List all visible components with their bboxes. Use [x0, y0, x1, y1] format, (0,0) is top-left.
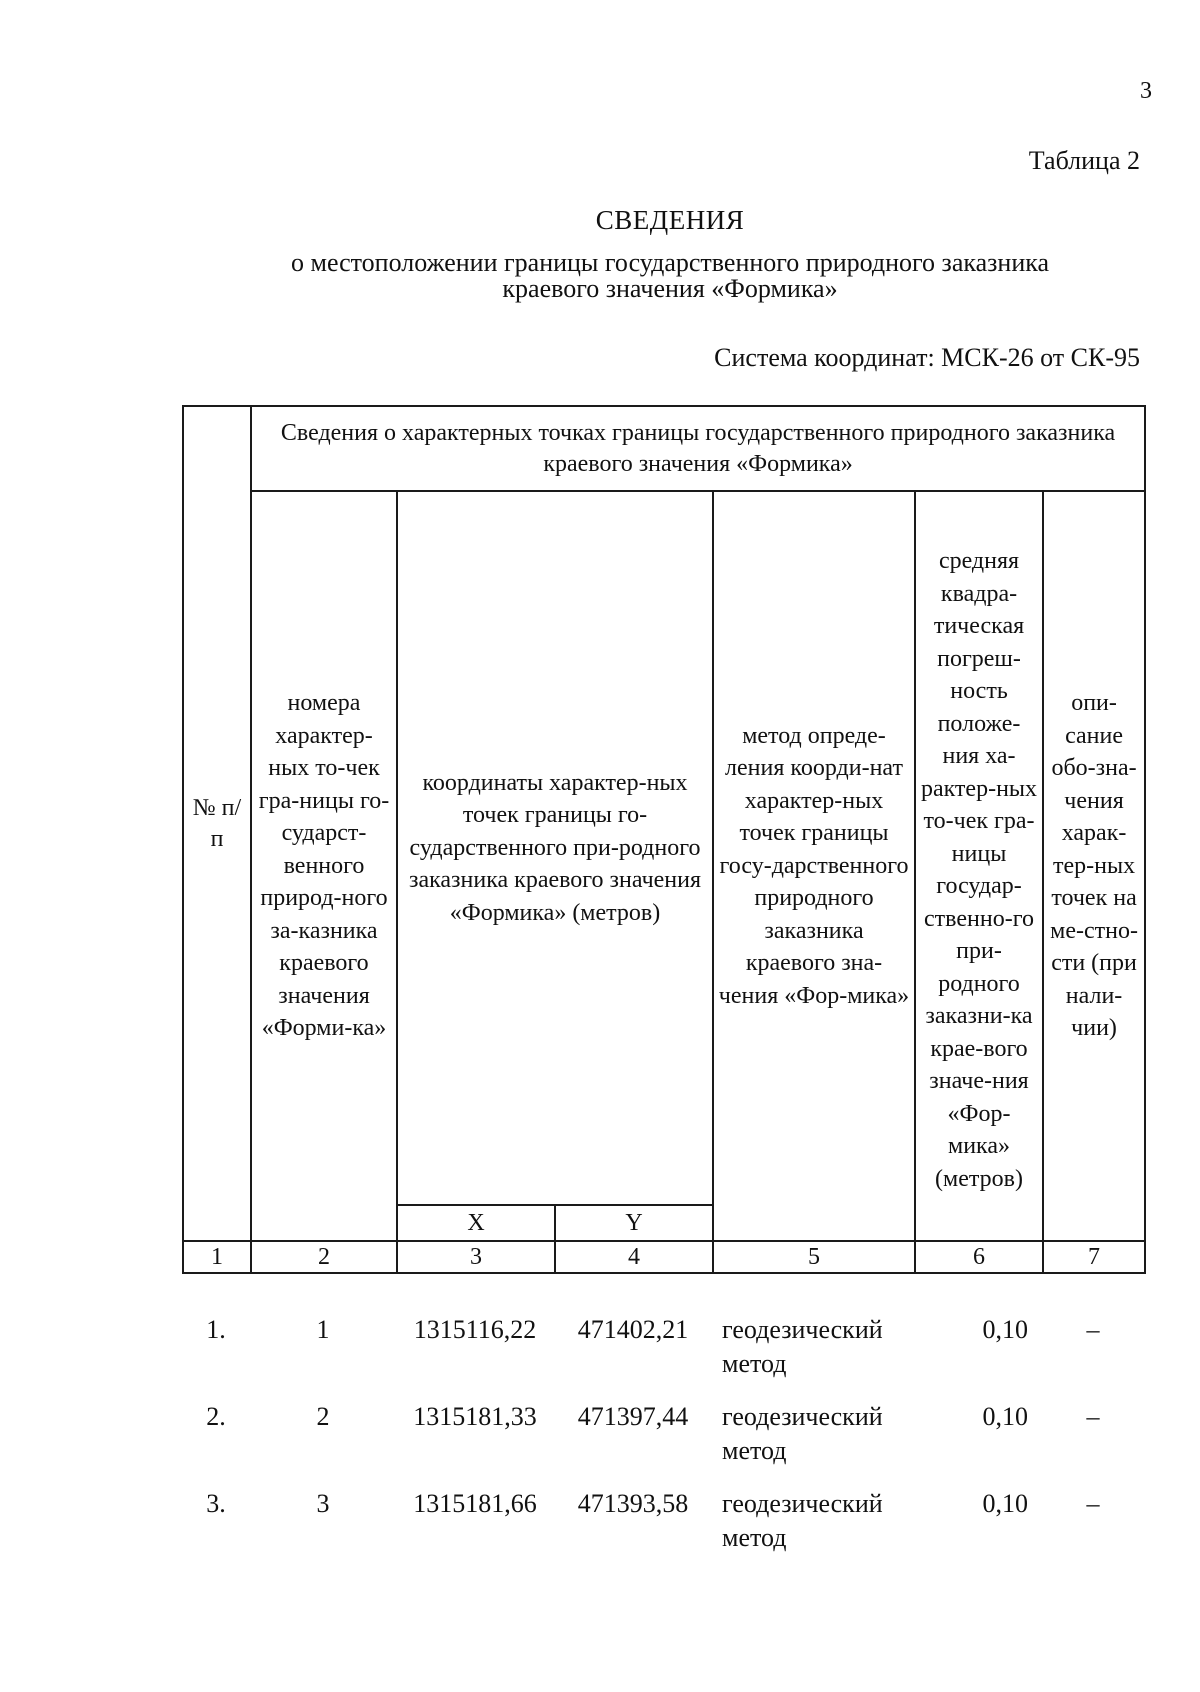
row-number: 3.: [206, 1489, 226, 1518]
x-coordinate: 1315116,22: [413, 1315, 537, 1344]
point-number: 1: [316, 1315, 330, 1344]
header-col2: [251, 491, 397, 1241]
header-group-text: Сведения о характерных точках границы государственного природного заказника краевого значения «Формика»: [280, 419, 1116, 477]
document-title: СВЕДЕНИЯ: [595, 205, 745, 235]
method: геодезический метод: [722, 1402, 883, 1465]
x-coordinate: 1315181,33: [413, 1402, 537, 1431]
y-coordinate: 471397,44: [577, 1402, 689, 1431]
table-label: Таблица 2: [1028, 146, 1140, 175]
row-number: 1.: [206, 1315, 226, 1344]
table-row: [182, 1313, 1144, 1400]
subtitle-line-2: краевого значения «Формика»: [502, 274, 838, 303]
document-subtitle: [150, 250, 1190, 302]
header-col7-text: опи-сание обо-зна-чения харак-тер-ных точек на ме-стно-сти (при нали-чии): [1050, 690, 1138, 1042]
header-row-group: [183, 406, 1145, 491]
header-col34: [397, 491, 713, 1205]
point-number: 3: [316, 1489, 330, 1518]
header-col2-text: номера характер-ных то-чек гра-ницы го-сударст-венного природ-ного за-казника краевого значения «Форми-ка»: [258, 690, 390, 1042]
header-col34-text: координаты характер-ных точек границы го-сударственного при-родного заказника краевого значения «Формика» (метров): [408, 769, 702, 926]
header-row-numbers: [183, 1241, 1145, 1273]
error-value: 0,10: [982, 1402, 1028, 1431]
description: –: [1086, 1315, 1100, 1344]
page-number: 3: [1140, 78, 1152, 104]
header-col3-sub: X: [397, 1205, 555, 1241]
header-table: [182, 405, 1146, 1274]
subtitle-line-1: о местоположении границы государственного природного заказника: [290, 248, 1050, 277]
column-number: 5: [713, 1241, 915, 1273]
header-col5: [713, 491, 915, 1241]
column-number: 7: [1043, 1241, 1145, 1273]
coordinate-system: Система координат: МСК-26 от СК-95: [714, 343, 1140, 372]
header-group: [251, 406, 1145, 491]
error-value: 0,10: [982, 1315, 1028, 1344]
description: –: [1086, 1402, 1100, 1431]
table-row: [182, 1400, 1144, 1487]
header-col4-sub: Y: [555, 1205, 713, 1241]
method: геодезический метод: [722, 1315, 883, 1378]
header-col5-text: метод опреде-ления коорди-нат характер-ных точек границы госу-дарственного природного заказника краевого зна-чения «Фор-мика»: [718, 722, 910, 1009]
description: –: [1086, 1489, 1100, 1518]
header-col1-text: № п/п: [192, 794, 242, 852]
header-col1: [183, 406, 251, 1241]
y-coordinate: 471393,58: [577, 1489, 689, 1518]
point-number: 2: [316, 1402, 330, 1431]
header-col6: [915, 491, 1043, 1241]
header-row-columns: [183, 491, 1145, 1205]
column-number: 6: [915, 1241, 1043, 1273]
error-value: 0,10: [982, 1489, 1028, 1518]
header-col6-text: средняя квадра-тическая погреш-ность положе-ния ха-рактер-ных то-чек гра-ницы государ-ственно-го при-родного заказни-ка крае-вого значе-ния «Фор-мика» (метров): [920, 548, 1038, 1192]
data-table: [182, 1313, 1144, 1574]
header-col7: [1043, 491, 1145, 1241]
method: геодезический метод: [722, 1489, 883, 1552]
column-number: 4: [555, 1241, 713, 1273]
table-row: [182, 1487, 1144, 1574]
y-coordinate: 471402,21: [577, 1315, 689, 1344]
column-number: 1: [183, 1241, 251, 1273]
column-number: 3: [397, 1241, 555, 1273]
x-coordinate: 1315181,66: [413, 1489, 537, 1518]
row-number: 2.: [206, 1402, 226, 1431]
column-number: 2: [251, 1241, 397, 1273]
